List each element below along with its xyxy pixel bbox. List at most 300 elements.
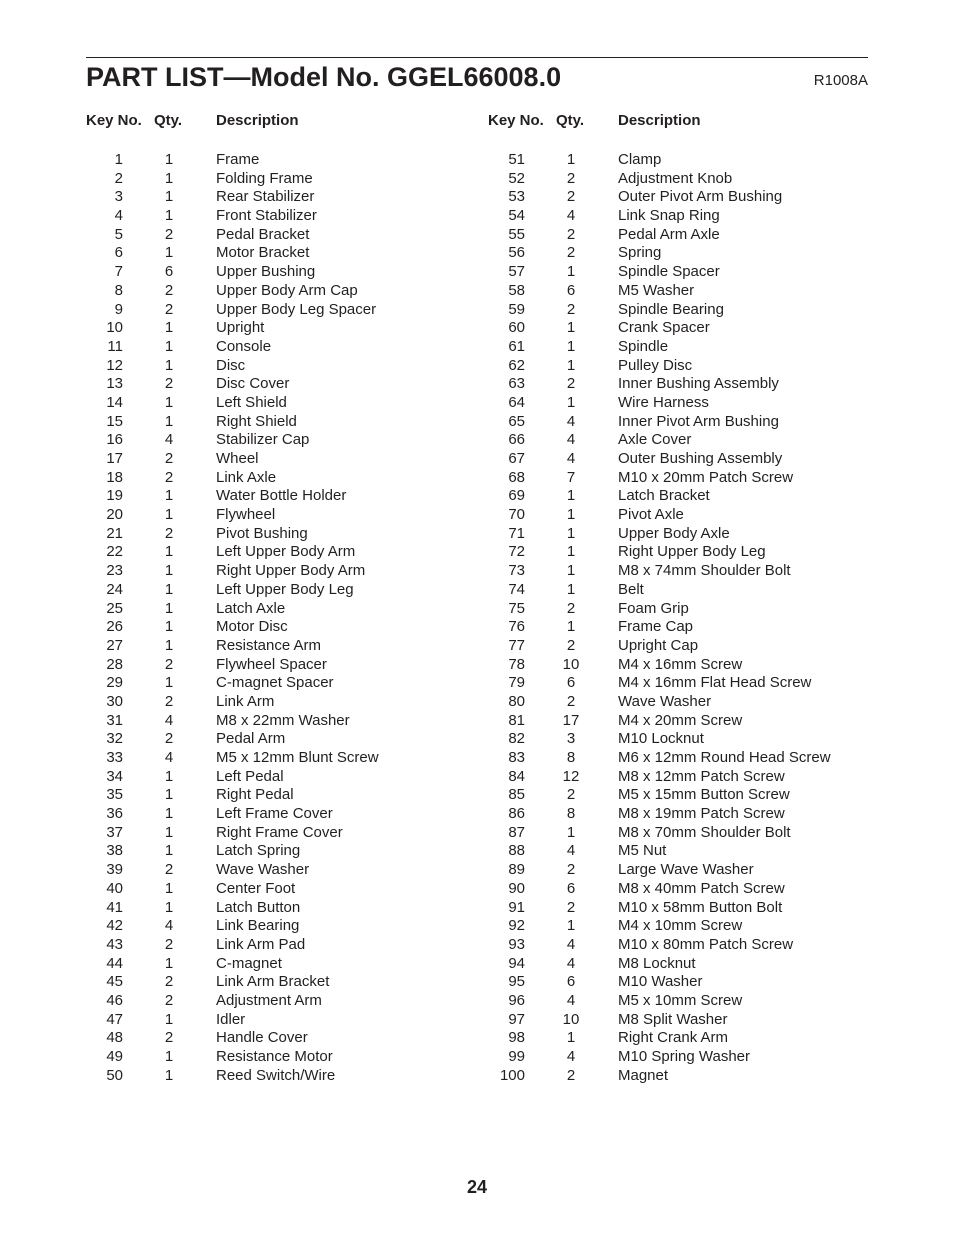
part-description: Front Stabilizer bbox=[216, 207, 317, 225]
part-qty: 7 bbox=[566, 468, 576, 486]
part-row bbox=[86, 525, 486, 544]
part-qty: 4 bbox=[566, 842, 576, 860]
part-key-no: 11 bbox=[107, 337, 123, 355]
part-qty: 2 bbox=[164, 692, 174, 710]
part-row bbox=[488, 805, 888, 824]
part-key-no: 48 bbox=[106, 1029, 123, 1047]
part-key-no: 17 bbox=[106, 450, 123, 467]
part-qty: 17 bbox=[562, 711, 580, 729]
part-qty: 1 bbox=[164, 842, 174, 860]
part-qty: 1 bbox=[566, 151, 576, 168]
part-row bbox=[86, 861, 486, 880]
part-qty: 1 bbox=[164, 412, 174, 430]
part-row bbox=[86, 1048, 486, 1067]
part-key-no: 10 bbox=[106, 319, 123, 337]
part-key-no: 96 bbox=[508, 991, 525, 1009]
part-key-no: 4 bbox=[114, 207, 123, 225]
part-row bbox=[488, 431, 888, 450]
part-description: Left Pedal bbox=[216, 767, 284, 785]
part-row bbox=[86, 394, 486, 413]
part-qty: 1 bbox=[164, 805, 174, 823]
part-row bbox=[86, 656, 486, 675]
part-row bbox=[488, 450, 888, 469]
part-description: Right Pedal bbox=[216, 786, 294, 804]
part-row bbox=[86, 301, 486, 320]
part-key-no: 69 bbox=[508, 487, 525, 505]
part-key-no: 71 bbox=[508, 524, 525, 542]
part-description: Inner Pivot Arm Bushing bbox=[618, 412, 779, 430]
part-key-no: 49 bbox=[106, 1048, 123, 1065]
part-qty: 1 bbox=[164, 1010, 174, 1028]
part-qty: 1 bbox=[164, 674, 174, 692]
part-qty: 1 bbox=[566, 524, 576, 542]
part-description: M10 x 80mm Patch Screw bbox=[618, 935, 794, 953]
part-row bbox=[488, 899, 888, 918]
part-key-no: 39 bbox=[106, 861, 123, 879]
part-description: Right Upper Body Leg bbox=[618, 543, 766, 561]
part-description: Console bbox=[216, 337, 272, 355]
part-qty: 2 bbox=[566, 599, 576, 617]
part-row bbox=[86, 880, 486, 899]
part-description: Upper Body Axle bbox=[618, 524, 730, 542]
part-qty: 1 bbox=[566, 263, 576, 281]
part-description: Pedal Arm bbox=[216, 730, 286, 748]
part-row bbox=[488, 525, 888, 544]
part-key-no: 66 bbox=[508, 431, 525, 449]
part-qty: 2 bbox=[164, 300, 174, 318]
part-qty: 2 bbox=[566, 375, 576, 393]
part-qty: 1 bbox=[566, 562, 576, 580]
part-description: M6 x 12mm Round Head Screw bbox=[618, 749, 831, 766]
part-description: Left Shield bbox=[216, 393, 287, 411]
part-description: M5 x 15mm Button Screw bbox=[618, 786, 790, 804]
part-qty: 1 bbox=[164, 786, 174, 804]
part-row bbox=[86, 786, 486, 805]
part-description: M4 x 16mm Screw bbox=[618, 655, 743, 673]
part-qty: 1 bbox=[164, 337, 174, 355]
part-row bbox=[488, 375, 888, 394]
part-row bbox=[488, 600, 888, 619]
part-qty: 1 bbox=[566, 580, 576, 598]
part-description: Link Arm Bracket bbox=[216, 973, 330, 991]
part-row bbox=[86, 730, 486, 749]
part-qty: 1 bbox=[164, 954, 174, 972]
part-row bbox=[488, 1029, 888, 1048]
part-qty: 1 bbox=[566, 506, 576, 524]
part-key-no: 57 bbox=[508, 263, 525, 281]
part-row bbox=[488, 319, 888, 338]
header-qty: Qty. bbox=[154, 112, 183, 129]
part-row bbox=[86, 188, 486, 207]
part-qty: 4 bbox=[566, 954, 576, 972]
part-qty: 1 bbox=[566, 319, 576, 337]
part-key-no: 51 bbox=[508, 151, 525, 168]
part-qty: 4 bbox=[566, 207, 576, 225]
part-qty: 2 bbox=[164, 730, 174, 748]
part-qty: 1 bbox=[164, 580, 174, 598]
part-description: Spindle Spacer bbox=[618, 263, 720, 281]
part-description: Resistance Arm bbox=[216, 636, 322, 654]
part-row bbox=[488, 693, 888, 712]
part-row bbox=[86, 917, 486, 936]
part-qty: 1 bbox=[164, 319, 174, 337]
part-key-no: 56 bbox=[508, 244, 525, 262]
part-description: Stabilizer Cap bbox=[216, 431, 310, 449]
part-qty: 1 bbox=[566, 393, 576, 411]
part-description: Idler bbox=[216, 1010, 246, 1028]
top-rule bbox=[86, 57, 868, 58]
part-key-no: 89 bbox=[508, 861, 525, 879]
part-qty: 1 bbox=[164, 1066, 174, 1084]
part-qty: 2 bbox=[566, 169, 576, 187]
part-key-no: 88 bbox=[508, 842, 525, 860]
part-key-no: 64 bbox=[508, 393, 525, 411]
part-row bbox=[488, 973, 888, 992]
part-row bbox=[86, 319, 486, 338]
part-row bbox=[86, 973, 486, 992]
part-qty: 2 bbox=[164, 450, 174, 467]
part-key-no: 5 bbox=[114, 225, 123, 243]
part-description: Link Bearing bbox=[216, 917, 300, 935]
part-row bbox=[488, 936, 888, 955]
part-row bbox=[488, 207, 888, 226]
part-qty: 1 bbox=[164, 599, 174, 617]
part-row bbox=[488, 170, 888, 189]
part-qty: 2 bbox=[566, 898, 576, 916]
part-key-no: 53 bbox=[508, 188, 525, 206]
part-qty: 1 bbox=[566, 543, 576, 561]
part-description: M10 x 58mm Button Bolt bbox=[618, 898, 783, 916]
part-description: Disc bbox=[216, 356, 246, 374]
part-row bbox=[86, 226, 486, 245]
part-row bbox=[86, 1067, 486, 1086]
part-key-no: 98 bbox=[508, 1029, 525, 1047]
part-description: Upper Bushing bbox=[216, 263, 316, 281]
part-qty: 1 bbox=[164, 244, 174, 262]
part-qty: 4 bbox=[164, 711, 174, 729]
part-description: Latch Bracket bbox=[618, 487, 710, 505]
part-key-no: 85 bbox=[508, 786, 525, 804]
part-description: Upright Cap bbox=[618, 636, 699, 654]
part-key-no: 82 bbox=[508, 730, 525, 748]
part-qty: 2 bbox=[164, 973, 174, 991]
part-key-no: 45 bbox=[106, 973, 123, 991]
part-qty: 2 bbox=[164, 524, 174, 542]
part-description: Folding Frame bbox=[216, 169, 313, 187]
part-key-no: 75 bbox=[508, 599, 525, 617]
part-row bbox=[86, 712, 486, 731]
part-qty: 4 bbox=[164, 749, 174, 766]
part-key-no: 15 bbox=[106, 412, 123, 430]
part-row bbox=[488, 861, 888, 880]
parts-column-right bbox=[488, 112, 888, 1084]
part-qty: 1 bbox=[566, 917, 576, 935]
part-key-no: 76 bbox=[508, 618, 525, 636]
part-qty: 2 bbox=[566, 861, 576, 879]
part-row bbox=[86, 693, 486, 712]
part-row bbox=[86, 1011, 486, 1030]
part-key-no: 32 bbox=[106, 730, 123, 748]
part-key-no: 91 bbox=[508, 898, 525, 916]
part-key-no: 81 bbox=[508, 711, 525, 729]
part-key-no: 24 bbox=[106, 580, 123, 598]
part-key-no: 34 bbox=[106, 767, 123, 785]
part-row bbox=[488, 768, 888, 787]
part-row bbox=[86, 450, 486, 469]
part-qty: 1 bbox=[566, 823, 576, 841]
header-qty: Qty. bbox=[556, 112, 585, 129]
part-description: M4 x 20mm Screw bbox=[618, 711, 743, 729]
part-row bbox=[86, 151, 486, 170]
part-key-no: 99 bbox=[508, 1048, 525, 1065]
part-description: Belt bbox=[618, 580, 644, 598]
part-description: Right Upper Body Arm bbox=[216, 562, 366, 580]
part-key-no: 94 bbox=[508, 954, 525, 972]
part-row bbox=[488, 1048, 888, 1067]
part-description: Large Wave Washer bbox=[618, 861, 754, 879]
part-description: Right Frame Cover bbox=[216, 823, 343, 841]
part-description: Left Frame Cover bbox=[216, 805, 333, 823]
header-description: Description bbox=[216, 112, 299, 129]
part-key-no: 33 bbox=[106, 749, 123, 766]
part-description: Wave Washer bbox=[618, 692, 712, 710]
part-description: C-magnet Spacer bbox=[216, 674, 334, 692]
part-row bbox=[488, 842, 888, 861]
part-key-no: 8 bbox=[114, 281, 123, 299]
part-row bbox=[488, 1011, 888, 1030]
part-description: M5 Nut bbox=[618, 842, 667, 860]
header-key-no: Key No. bbox=[86, 112, 142, 129]
part-description: C-magnet bbox=[216, 954, 282, 972]
part-qty: 1 bbox=[164, 487, 174, 505]
part-qty: 4 bbox=[566, 412, 576, 430]
part-qty: 1 bbox=[164, 356, 174, 374]
document-code: R1008A bbox=[813, 72, 868, 89]
part-qty: 1 bbox=[164, 151, 174, 168]
part-row bbox=[488, 226, 888, 245]
part-key-no: 84 bbox=[508, 767, 525, 785]
part-key-no: 22 bbox=[106, 543, 123, 561]
part-row bbox=[86, 375, 486, 394]
part-qty: 2 bbox=[164, 655, 174, 673]
part-key-no: 14 bbox=[106, 393, 123, 411]
part-key-no: 67 bbox=[508, 450, 525, 467]
part-description: M4 x 16mm Flat Head Screw bbox=[618, 674, 812, 692]
part-qty: 1 bbox=[164, 207, 174, 225]
part-key-no: 54 bbox=[508, 207, 525, 225]
part-key-no: 83 bbox=[508, 749, 525, 766]
part-description: Pivot Axle bbox=[618, 506, 684, 524]
part-row bbox=[488, 394, 888, 413]
part-key-no: 37 bbox=[106, 823, 123, 841]
part-description: Handle Cover bbox=[216, 1029, 308, 1047]
part-qty: 6 bbox=[566, 879, 576, 897]
part-description: M5 Washer bbox=[618, 281, 695, 299]
part-row bbox=[86, 674, 486, 693]
part-qty: 1 bbox=[164, 188, 174, 206]
part-key-no: 93 bbox=[508, 935, 525, 953]
part-key-no: 1 bbox=[114, 151, 123, 168]
part-qty: 2 bbox=[164, 375, 174, 393]
part-description: Link Axle bbox=[216, 468, 277, 486]
part-description: Center Foot bbox=[216, 879, 296, 897]
part-row bbox=[86, 1029, 486, 1048]
part-row bbox=[488, 301, 888, 320]
part-qty: 4 bbox=[164, 431, 174, 449]
part-description: Spring bbox=[618, 244, 662, 262]
part-description: M10 Locknut bbox=[618, 730, 704, 748]
part-description: M8 Locknut bbox=[618, 954, 696, 972]
part-row bbox=[86, 469, 486, 488]
part-description: M8 x 70mm Shoulder Bolt bbox=[618, 823, 791, 841]
part-qty: 4 bbox=[566, 1048, 576, 1065]
part-key-no: 100 bbox=[499, 1066, 525, 1084]
part-description: Flywheel Spacer bbox=[216, 655, 327, 673]
part-qty: 2 bbox=[164, 1029, 174, 1047]
part-key-no: 43 bbox=[106, 935, 123, 953]
part-qty: 2 bbox=[164, 935, 174, 953]
part-description: Pedal Bracket bbox=[216, 225, 310, 243]
part-key-no: 46 bbox=[106, 991, 123, 1009]
part-description: M8 x 40mm Patch Screw bbox=[618, 879, 785, 897]
part-description: Outer Pivot Arm Bushing bbox=[618, 188, 783, 206]
part-row bbox=[86, 581, 486, 600]
part-description: M4 x 10mm Screw bbox=[618, 917, 743, 935]
part-description: Foam Grip bbox=[618, 599, 689, 617]
part-qty: 8 bbox=[566, 749, 576, 766]
part-description: Resistance Motor bbox=[216, 1048, 333, 1065]
part-description: Wire Harness bbox=[618, 393, 709, 411]
part-key-no: 19 bbox=[106, 487, 123, 505]
part-row bbox=[488, 618, 888, 637]
part-key-no: 77 bbox=[508, 636, 525, 654]
part-qty: 6 bbox=[566, 281, 576, 299]
part-description: Wheel bbox=[216, 450, 259, 467]
part-qty: 4 bbox=[566, 431, 576, 449]
part-key-no: 3 bbox=[114, 188, 123, 206]
part-key-no: 78 bbox=[508, 655, 525, 673]
part-description: Upright bbox=[216, 319, 265, 337]
part-key-no: 42 bbox=[106, 917, 123, 935]
part-description: Right Crank Arm bbox=[618, 1029, 729, 1047]
part-row bbox=[488, 992, 888, 1011]
part-key-no: 47 bbox=[106, 1010, 123, 1028]
part-description: M10 Washer bbox=[618, 973, 703, 991]
part-description: Adjustment Knob bbox=[618, 169, 733, 187]
part-key-no: 31 bbox=[106, 711, 123, 729]
part-description: Latch Spring bbox=[216, 842, 301, 860]
parts-list-left bbox=[86, 151, 486, 1085]
part-row bbox=[86, 487, 486, 506]
part-key-no: 60 bbox=[508, 319, 525, 337]
part-row bbox=[86, 805, 486, 824]
part-row bbox=[86, 263, 486, 282]
part-key-no: 62 bbox=[508, 356, 525, 374]
part-key-no: 20 bbox=[106, 506, 123, 524]
part-description: Upper Body Arm Cap bbox=[216, 281, 358, 299]
header-key-no: Key No. bbox=[488, 112, 544, 129]
part-qty: 2 bbox=[164, 225, 174, 243]
part-row bbox=[488, 562, 888, 581]
part-key-no: 40 bbox=[106, 879, 123, 897]
part-description: M8 x 19mm Patch Screw bbox=[618, 805, 785, 823]
part-description: M10 Spring Washer bbox=[618, 1048, 750, 1065]
part-row bbox=[86, 207, 486, 226]
part-description: Pedal Arm Axle bbox=[618, 225, 720, 243]
part-qty: 1 bbox=[566, 487, 576, 505]
part-key-no: 58 bbox=[508, 281, 525, 299]
part-key-no: 28 bbox=[106, 655, 123, 673]
part-key-no: 29 bbox=[106, 674, 123, 692]
part-qty: 2 bbox=[566, 1066, 576, 1084]
part-description: Clamp bbox=[618, 151, 662, 168]
part-qty: 1 bbox=[164, 618, 174, 636]
part-description: Rear Stabilizer bbox=[216, 188, 315, 206]
part-key-no: 73 bbox=[508, 562, 525, 580]
part-description: Latch Button bbox=[216, 898, 301, 916]
header-description: Description bbox=[618, 112, 701, 129]
part-qty: 3 bbox=[566, 730, 576, 748]
part-row bbox=[488, 824, 888, 843]
part-description: Spindle Bearing bbox=[618, 300, 724, 318]
part-description: Reed Switch/Wire bbox=[216, 1066, 336, 1084]
part-description: Frame bbox=[216, 151, 260, 168]
part-qty: 2 bbox=[164, 991, 174, 1009]
part-description: Latch Axle bbox=[216, 599, 286, 617]
part-row bbox=[488, 786, 888, 805]
part-qty: 1 bbox=[566, 1029, 576, 1047]
part-description: Link Arm Pad bbox=[216, 935, 306, 953]
part-row bbox=[488, 357, 888, 376]
part-row bbox=[86, 600, 486, 619]
part-description: Left Upper Body Arm bbox=[216, 543, 356, 561]
part-key-no: 97 bbox=[508, 1010, 525, 1028]
part-qty: 10 bbox=[562, 655, 580, 673]
part-key-no: 27 bbox=[106, 636, 123, 654]
part-key-no: 79 bbox=[508, 674, 525, 692]
part-description: M5 x 12mm Blunt Screw bbox=[216, 749, 379, 766]
part-description: Axle Cover bbox=[618, 431, 692, 449]
part-key-no: 16 bbox=[106, 431, 123, 449]
part-description: M8 Split Washer bbox=[618, 1010, 728, 1028]
part-row bbox=[488, 151, 888, 170]
part-description: Link Snap Ring bbox=[618, 207, 720, 225]
part-row bbox=[86, 955, 486, 974]
part-row bbox=[488, 413, 888, 432]
part-description: Crank Spacer bbox=[618, 319, 710, 337]
part-qty: 1 bbox=[164, 543, 174, 561]
part-row bbox=[488, 543, 888, 562]
part-row bbox=[86, 637, 486, 656]
part-row bbox=[86, 562, 486, 581]
part-key-no: 36 bbox=[106, 805, 123, 823]
part-row bbox=[86, 768, 486, 787]
column-headers bbox=[86, 112, 486, 132]
part-description: Spindle bbox=[618, 337, 669, 355]
part-qty: 12 bbox=[562, 767, 580, 785]
part-row bbox=[86, 936, 486, 955]
part-row bbox=[488, 263, 888, 282]
part-qty: 2 bbox=[566, 244, 576, 262]
part-description: Upper Body Leg Spacer bbox=[216, 300, 377, 318]
part-qty: 8 bbox=[566, 805, 576, 823]
part-key-no: 23 bbox=[106, 562, 123, 580]
part-row bbox=[86, 244, 486, 263]
part-key-no: 90 bbox=[508, 879, 525, 897]
parts-column-left bbox=[86, 112, 486, 1084]
part-row bbox=[86, 431, 486, 450]
part-key-no: 61 bbox=[508, 337, 525, 355]
